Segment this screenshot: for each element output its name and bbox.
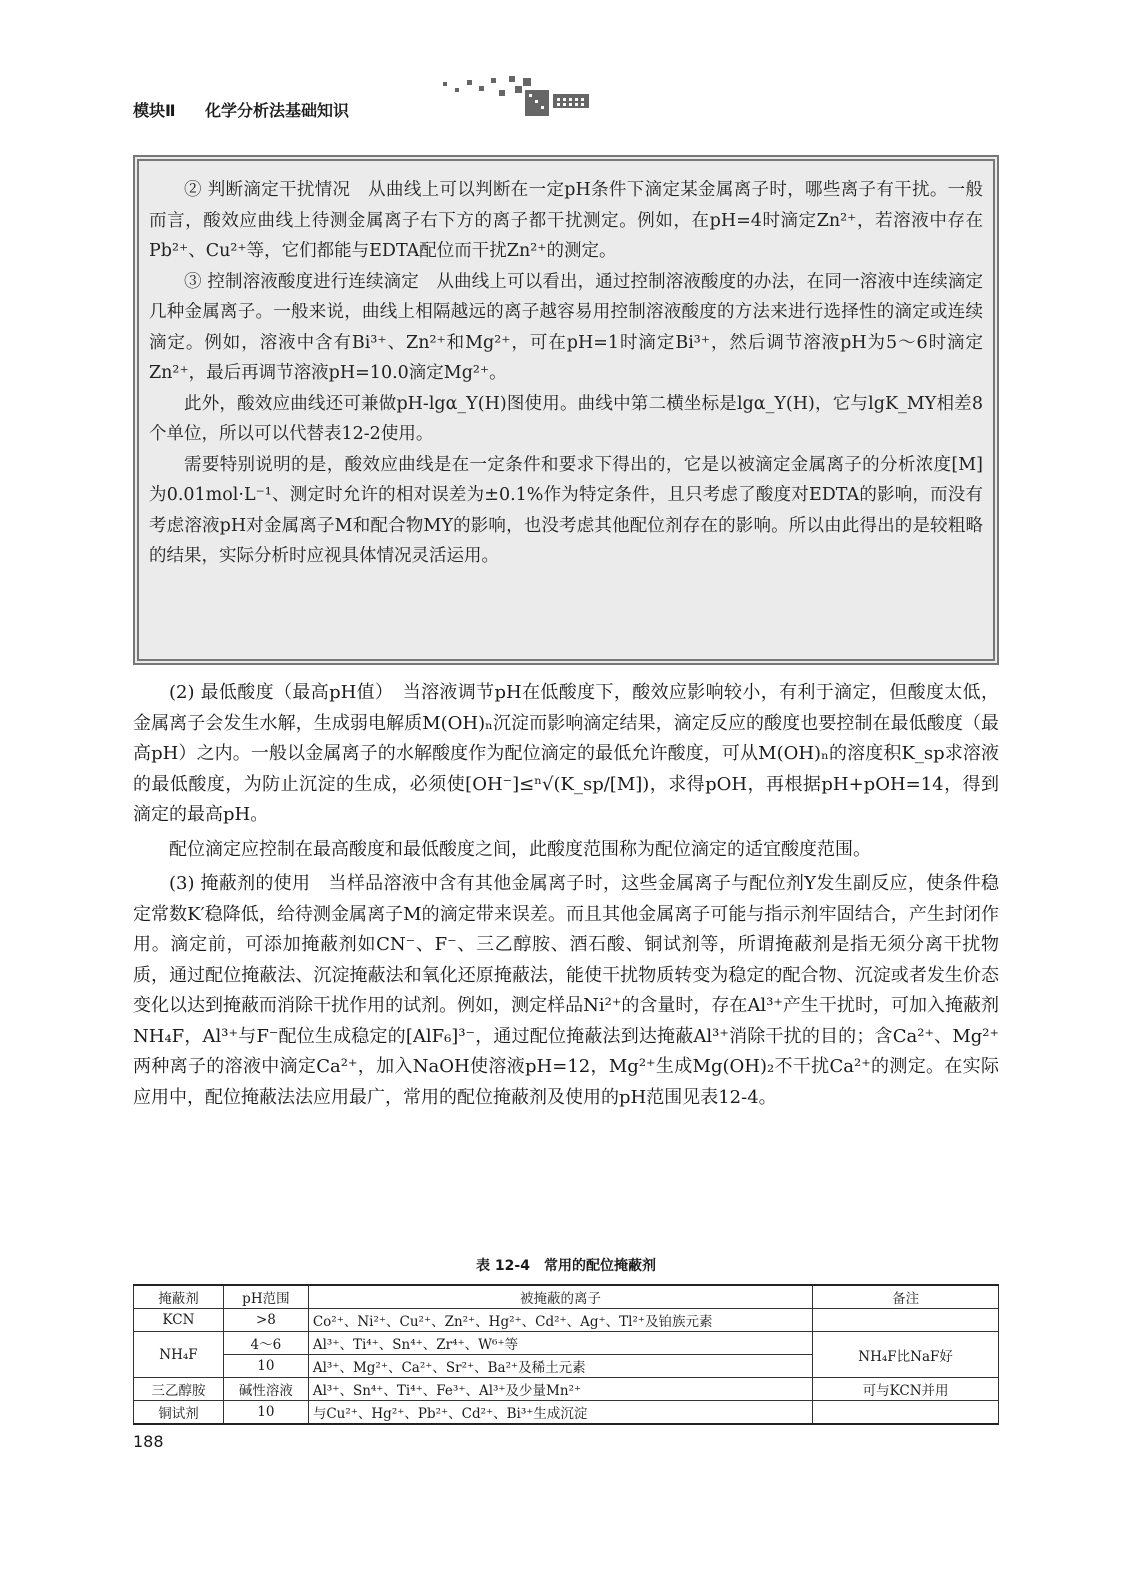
cell-ions: 与Cu²⁺、Hg²⁺、Pb²⁺、Cd²⁺、Bi³⁺生成沉淀 bbox=[308, 1401, 812, 1425]
cell-ions: Al³⁺、Sn⁴⁺、Ti⁴⁺、Fe³⁺、Al³⁺及少量Mn²⁺ bbox=[308, 1378, 812, 1401]
cell-ph: 10 bbox=[223, 1401, 308, 1425]
header-masked-ions: 被掩蔽的离子 bbox=[308, 1285, 812, 1309]
note-paragraph-4: 需要特别说明的是，酸效应曲线是在一定条件和要求下得出的，它是以被滴定金属离子的分析浓度[M]为0.01mol·L⁻¹、测定时允许的相对误差为±0.1%作为特定条件，且只考虑了酸度对EDTA的影响，而没有考虑溶液pH对金属离子M和配合物MY的影响，也没考虑其他配位剂存在的影响。所以由此得出的是较粗略的结果，实际分析时应视具体情况灵活运用。 bbox=[149, 454, 983, 566]
cell-agent: 铜试剂 bbox=[134, 1401, 224, 1425]
cell-agent: KCN bbox=[134, 1309, 224, 1332]
highlighted-note-box bbox=[133, 155, 999, 665]
cell-ions: Al³⁺、Ti⁴⁺、Sn⁴⁺、Zr⁴⁺、W⁶⁺等 bbox=[308, 1332, 812, 1355]
table-row bbox=[134, 1309, 999, 1332]
body-paragraph-suitable-acidity: 配位滴定应控制在最高酸度和最低酸度之间，此酸度范围称为配位滴定的适宜酸度范围。 bbox=[169, 838, 871, 860]
cell-ph: 碱性溶液 bbox=[223, 1378, 308, 1401]
cell-agent: 三乙醇胺 bbox=[134, 1378, 224, 1401]
cell-note bbox=[813, 1401, 999, 1425]
page-number: 188 bbox=[133, 1432, 164, 1451]
header-agent: 掩蔽剂 bbox=[134, 1285, 224, 1309]
note-paragraph-1: ② 判断滴定干扰情况 从曲线上可以判断在一定pH条件下滴定某金属离子时，哪些离子有干扰。一般而言，酸效应曲线上待测金属离子右下方的离子都干扰测定。例如，在pH=4时滴定Zn²⁺，若溶液中存在Pb²⁺、Cu²⁺等，它们都能与EDTA配位而干扰Zn²⁺的测定。 bbox=[149, 180, 983, 261]
body-text bbox=[133, 678, 999, 1117]
note-content bbox=[149, 175, 983, 572]
cell-ions: Al³⁺、Mg²⁺、Ca²⁺、Sr²⁺、Ba²⁺及稀土元素 bbox=[308, 1355, 812, 1378]
table-row bbox=[134, 1378, 999, 1401]
cell-note: 可与KCN并用 bbox=[813, 1378, 999, 1401]
note-paragraph-2: ③ 控制溶液酸度进行连续滴定 从曲线上可以看出，通过控制溶液酸度的办法，在同一溶液中连续滴定几种金属离子。一般来说，曲线上相隔越远的离子越容易用控制溶液酸度的方法来进行选择性的滴定或连续滴定。例如，溶液中含有Bi³⁺、Zn²⁺和Mg²⁺，可在pH=1时滴定Bi³⁺，然后调节溶液pH为5～6时滴定Zn²⁺，最后再调节溶液pH=10.0滴定Mg²⁺。 bbox=[149, 271, 983, 383]
cell-agent: NH₄F bbox=[134, 1332, 224, 1378]
masking-agent-table bbox=[133, 1284, 999, 1425]
cell-ph: 10 bbox=[223, 1355, 308, 1378]
table-row bbox=[134, 1332, 999, 1355]
pixel-decoration-icon bbox=[433, 72, 593, 122]
header-ph-range: pH范围 bbox=[223, 1285, 308, 1309]
cell-note bbox=[813, 1309, 999, 1332]
header-note: 备注 bbox=[813, 1285, 999, 1309]
body-paragraph-lowest-acidity: (2) 最低酸度（最高pH值） 当溶液调节pH在低酸度下，酸效应影响较小，有利于滴定，但酸度太低，金属离子会发生水解，生成弱电解质M(OH)ₙ沉淀而影响滴定结果，滴定反应的酸度也要控制在最低酸度（最高pH）之内。一般以金属离子的水解酸度作为配位滴定的最低允许酸度，可从M(OH)ₙ的溶度积K_sp求溶液的最低酸度，为防止沉淀的生成，必须使[OH⁻]≤ⁿ√(K_sp/[M])，求得pOH，再根据pH+pOH=14，得到滴定的最高pH。 bbox=[133, 682, 999, 825]
cell-note: NH₄F比NaF好 bbox=[813, 1332, 999, 1378]
cell-ions: Co²⁺、Ni²⁺、Cu²⁺、Zn²⁺、Hg²⁺、Cd²⁺、Ag⁺、Tl²⁺及铂族元素 bbox=[308, 1309, 812, 1332]
module-title: 化学分析法基础知识 bbox=[205, 101, 350, 120]
table-header-row bbox=[134, 1285, 999, 1309]
module-label: 模块Ⅱ bbox=[133, 101, 176, 120]
table-caption: 表 12-4 常用的配位掩蔽剂 bbox=[476, 1258, 656, 1274]
cell-ph: >8 bbox=[223, 1309, 308, 1332]
table-row bbox=[134, 1401, 999, 1425]
note-paragraph-3: 此外，酸效应曲线还可兼做pH-lgα_Y(H)图使用。曲线中第二横坐标是lgα_Y(H)，它与lgK_MY相差8个单位，所以可以代替表12-2使用。 bbox=[149, 393, 983, 444]
body-paragraph-masking-agents: (3) 掩蔽剂的使用 当样品溶液中含有其他金属离子时，这些金属离子与配位剂Y发生副反应，使条件稳定常数K′稳降低，给待测金属离子M的滴定带来误差。而且其他金属离子可能与指示剂牢固结合，产生封闭作用。滴定前，可添加掩蔽剂如CN⁻、F⁻、三乙醇胺、酒石酸、铜试剂等，所谓掩蔽剂是指无须分离干扰物质，通过配位掩蔽法、沉淀掩蔽法和氧化还原掩蔽法，能使干扰物质转变为稳定的配合物、沉淀或者发生价态变化以达到掩蔽而消除干扰作用的试剂。例如，测定样品Ni²⁺的含量时，存在Al³⁺产生干扰时，可加入掩蔽剂NH₄F，Al³⁺与F⁻配位生成稳定的[AlF₆]³⁻，通过配位掩蔽法到达掩蔽Al³⁺消除干扰的目的；含Ca²⁺、Mg²⁺两种离子的溶液中滴定Ca²⁺，加入NaOH使溶液pH=12，Mg²⁺生成Mg(OH)₂不干扰Ca²⁺的测定。在实际应用中，配位掩蔽法法应用最广，常用的配位掩蔽剂及使用的pH范围见表12-4。 bbox=[133, 873, 999, 1108]
cell-ph: 4～6 bbox=[223, 1332, 308, 1355]
